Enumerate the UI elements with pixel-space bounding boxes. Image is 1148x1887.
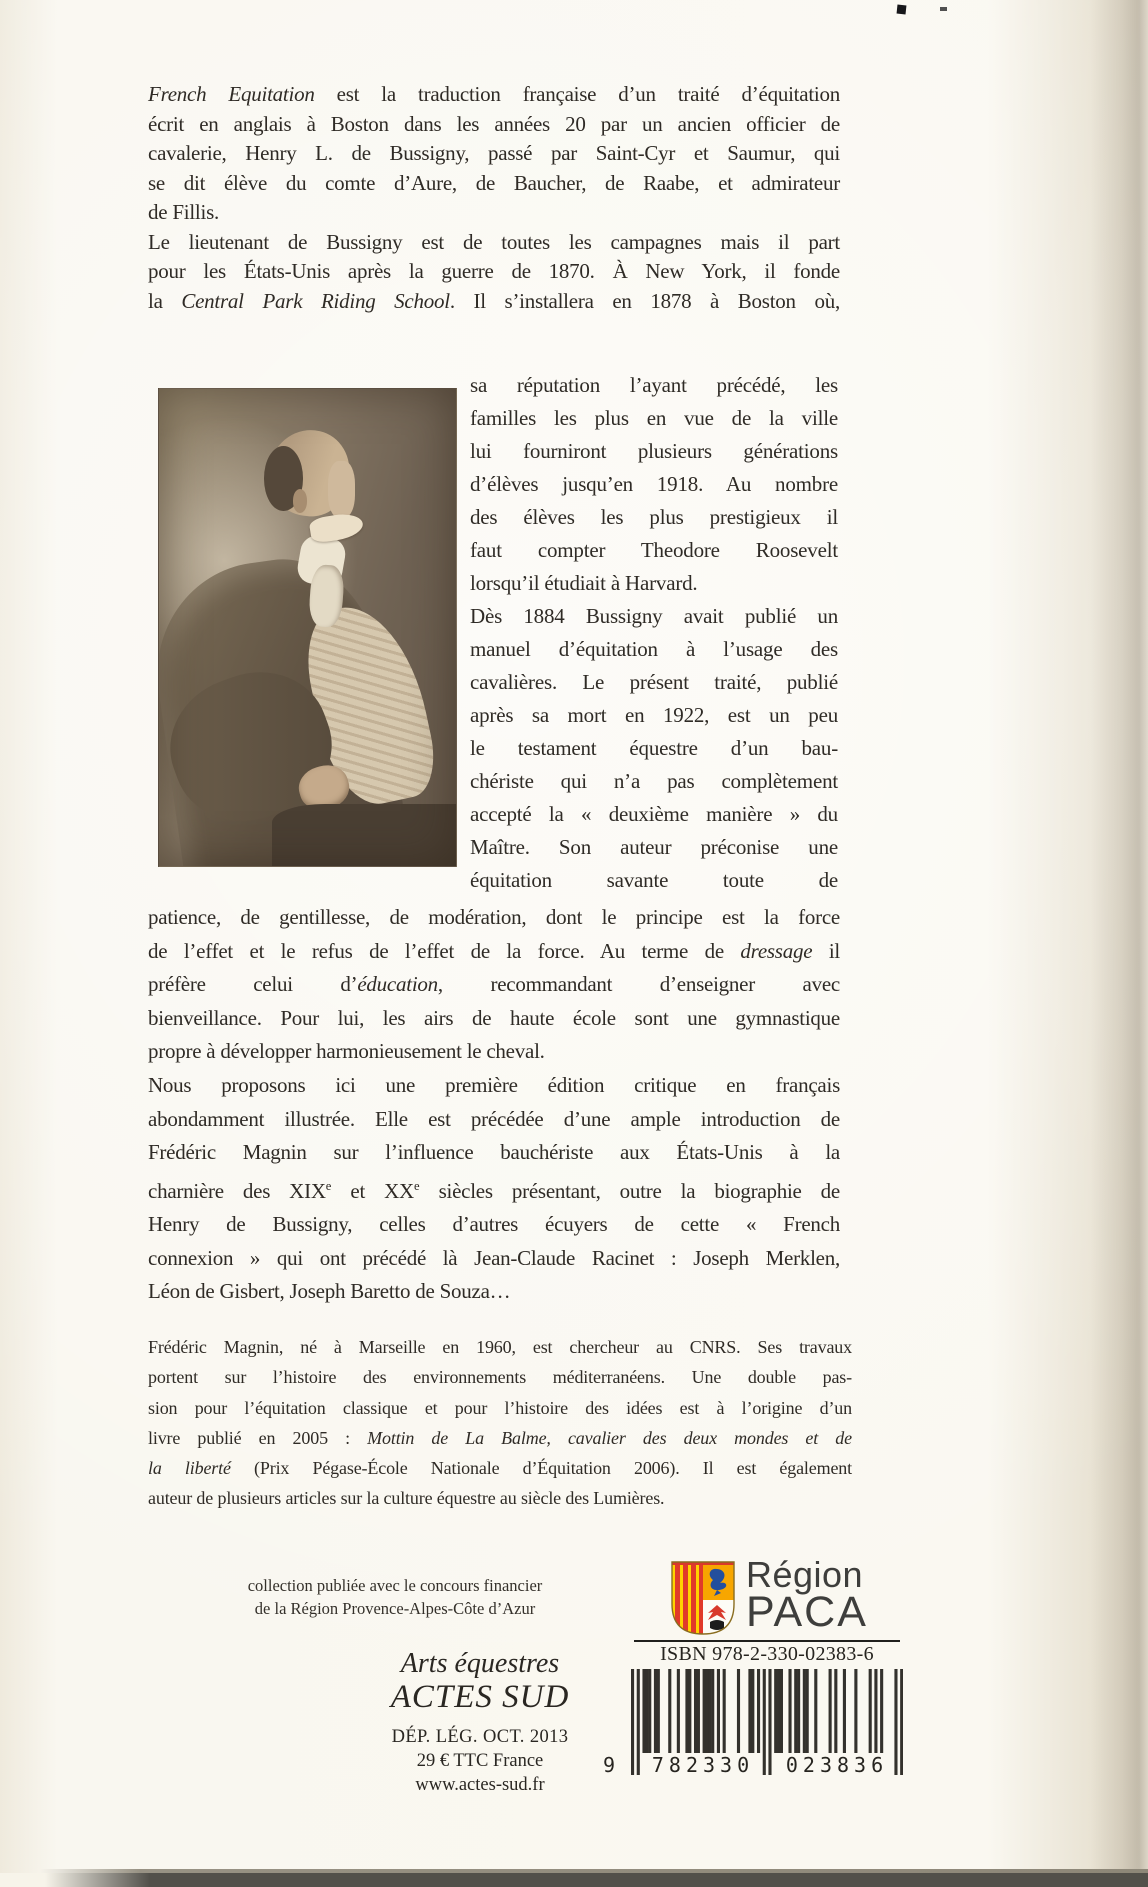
- author-bio-paragraph: [148, 1332, 852, 1514]
- price: 29 € TTC France: [416, 1751, 544, 1771]
- barcode-digit-first: 9: [603, 1753, 616, 1777]
- region-logo-text: [746, 1554, 868, 1636]
- text-line: sa réputation l’ayant précédé, les: [470, 373, 838, 397]
- text-line: French Equitation est la traduction française d’un traité d’équitation: [148, 82, 840, 106]
- scan-edge-band: [0, 1873, 1148, 1887]
- text-line: Frédéric Magnin, né à Marseille en 1960, est chercheur au CNRS. Ses travaux: [148, 1337, 852, 1357]
- text-line: auteur de plusieurs articles sur la culture équestre au siècle des Lumières.: [148, 1488, 665, 1509]
- text-line: la liberté (Prix Pégase-École Nationale d’Équitation 2006). Il est également: [148, 1458, 852, 1479]
- text-line: cavalières. Le présent traité, publié: [470, 670, 838, 694]
- intro-paragraphs: [148, 80, 840, 316]
- text-line: lui fourniront plusieurs générations: [470, 439, 838, 463]
- text-line: portent sur l’histoire des environnements méditerranéens. Une double pas-: [148, 1367, 852, 1388]
- text-line: charnière des XIXe et XXe siècles présentant, outre la biographie de: [148, 1178, 840, 1203]
- region-logo-line: PACA: [746, 1588, 868, 1636]
- funding-note-line: de la Région Provence-Alpes-Côte d’Azur: [254, 1599, 536, 1618]
- barcode-digits-left: 782330: [651, 1753, 755, 1777]
- text-line: d’élèves jusqu’en 1918. Au nombre: [470, 472, 838, 496]
- text-line: propre à développer harmonieusement le cheval.: [148, 1039, 545, 1063]
- text-line: familles les plus en vue de la ville: [470, 406, 838, 430]
- text-line: accepté la « deuxième manière » du: [470, 802, 838, 826]
- text-column-beside-photo: [470, 369, 838, 897]
- isbn-number: ISBN 978-2-330-02383-6: [660, 1643, 874, 1665]
- text-line: Frédéric Magnin sur l’influence bauchériste aux États-Unis à la: [148, 1140, 840, 1164]
- text-line: bienveillance. Pour lui, les airs de haute école sont une gymnastique: [148, 1005, 840, 1030]
- isbn-divider: [634, 1640, 900, 1642]
- text-line: Henry de Bussigny, celles d’autres écuyers de cette « French: [148, 1212, 840, 1236]
- barcode-digits-right: 023836: [785, 1753, 889, 1777]
- text-line: Dès 1884 Bussigny avait publié un: [470, 604, 838, 628]
- text-line: équitation savante toute de: [470, 868, 838, 892]
- text-line: Le lieutenant de Bussigny est de toutes les campagnes mais il part: [148, 229, 840, 254]
- text-line: Maître. Son auteur préconise une: [470, 835, 838, 859]
- middle-paragraph: [148, 901, 840, 1069]
- text-line: livre publié en 2005 : Mottin de La Balme, cavalier des deux mondes et de: [148, 1427, 852, 1448]
- text-line: chériste qui n’a pas complètement: [470, 769, 838, 793]
- text-line: connexion » qui ont précédé là Jean-Claude Racinet : Joseph Merklen,: [148, 1245, 840, 1270]
- text-line: pour les États-Unis après la guerre de 1870. À New York, il fonde: [148, 259, 840, 283]
- text-line: se dit élève du comte d’Aure, de Baucher, de Raabe, et admirateur: [148, 170, 840, 195]
- ean-barcode: [603, 1669, 903, 1789]
- scan-artifact-mark: [940, 7, 947, 11]
- text-line: sion pour l’équitation classique et pour l’histoire des idées est à l’origine d’un: [148, 1397, 852, 1418]
- text-line: Nous proposons ici une première édition critique en français: [148, 1073, 840, 1097]
- edition-paragraph: [148, 1069, 840, 1309]
- funding-note-line: collection publiée avec le concours financier: [247, 1576, 543, 1595]
- collection-name: Arts équestres: [400, 1648, 560, 1679]
- text-line: Léon de Gisbert, Joseph Baretto de Souza…: [148, 1279, 511, 1303]
- text-line: abondamment illustrée. Elle est précédée d’une ample introduction de: [148, 1106, 840, 1131]
- photo-vignette: [159, 389, 456, 866]
- publisher-name: ACTES SUD: [390, 1679, 570, 1715]
- text-line: de l’effet et le refus de l’effet de la force. Au terme de dressage il: [148, 938, 840, 963]
- text-line: préfère celui d’éducation, recommandant d’enseigner avec: [148, 972, 840, 996]
- scan-artifact-mark: [897, 5, 907, 15]
- publisher-website: www.actes-sud.fr: [415, 1775, 545, 1795]
- text-line: patience, de gentillesse, de modération, dont le principe est la force: [148, 905, 840, 929]
- paca-shield-icon: [670, 1560, 736, 1636]
- funding-note: [230, 1574, 560, 1620]
- text-line: cavalerie, Henry L. de Bussigny, passé par Saint-Cyr et Saumur, qui: [148, 141, 840, 165]
- text-line: lorsqu’il étudiait à Harvard.: [470, 571, 698, 595]
- text-line: de Fillis.: [148, 200, 220, 224]
- text-line: des élèves les plus prestigieux il: [470, 505, 838, 529]
- text-line: la Central Park Riding School. Il s’installera en 1878 à Boston où,: [148, 288, 840, 313]
- text-line: manuel d’équitation à l’usage des: [470, 637, 838, 661]
- text-line: faut compter Theodore Roosevelt: [470, 538, 838, 562]
- legal-deposit: DÉP. LÉG. OCT. 2013: [391, 1727, 569, 1747]
- text-line: après sa mort en 1922, est un peu: [470, 703, 838, 727]
- page-edge-shadow: [1090, 0, 1148, 1887]
- publisher-block: [320, 1648, 640, 1797]
- text-line: le testament équestre d’un bau-: [470, 736, 838, 760]
- region-logo-line: Région: [746, 1554, 864, 1595]
- portrait-photo: [158, 388, 457, 867]
- text-line: écrit en anglais à Boston dans les années 20 par un ancien officier de: [148, 111, 840, 136]
